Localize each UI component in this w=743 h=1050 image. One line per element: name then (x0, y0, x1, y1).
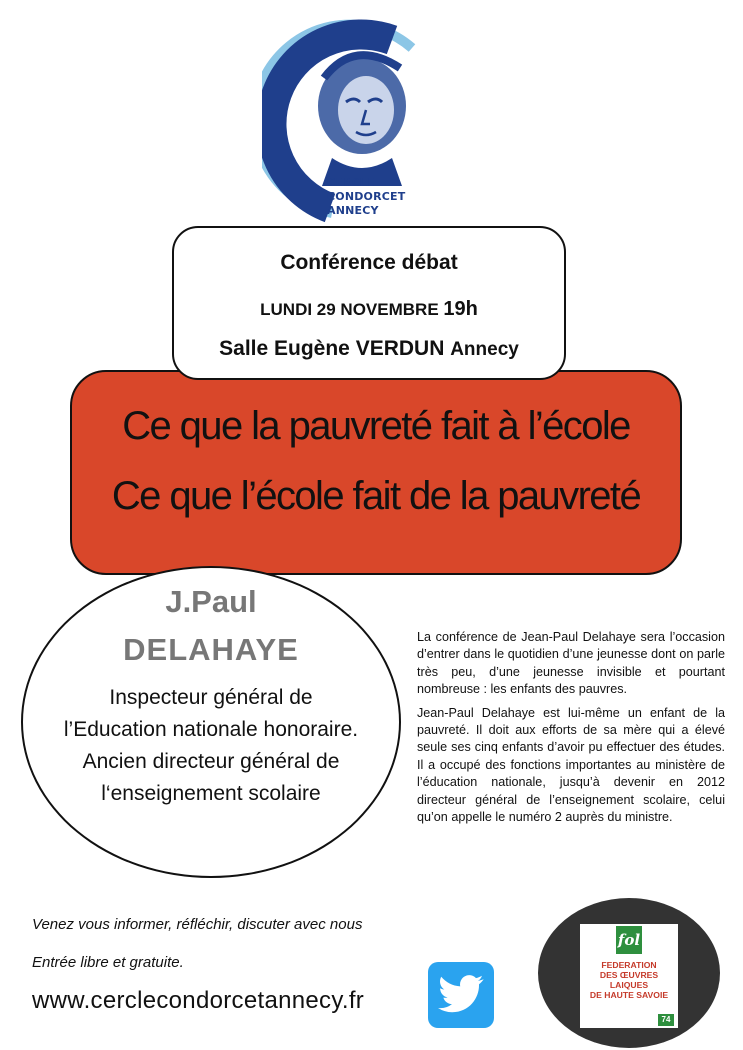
fol-federation-logo (538, 898, 720, 1048)
fol-card (580, 924, 678, 1028)
twitter-icon[interactable] (428, 962, 494, 1028)
speaker-first-name: J.Paul (165, 584, 257, 619)
event-date-text: LUNDI 29 NOVEMBRE (260, 300, 444, 319)
fol-mark: fol (616, 926, 642, 954)
event-time: 19h (443, 298, 478, 320)
event-venue-name: Salle Eugène VERDUN (219, 337, 451, 360)
invite-text: Venez vous informer, réfléchir, discuter avec nous (32, 916, 363, 933)
speaker-circle (21, 566, 401, 878)
event-type: Conférence débat (280, 251, 458, 274)
event-venue (174, 337, 564, 361)
logo-line-2: CONDORCET (327, 190, 406, 203)
website-link[interactable]: www.cerclecondorcetannecy.fr (32, 987, 365, 1014)
fol-line-3: LAIQUES (609, 980, 649, 990)
event-date (174, 298, 564, 321)
title-banner (70, 370, 682, 575)
fol-line-4: DE HAUTE SAVOIE (589, 990, 669, 1000)
logo-line-3: ANNECY (327, 204, 379, 217)
twitter-bird-icon (438, 974, 484, 1014)
speaker-description: Inspecteur général de l’Education nationale honoraire. Ancien directeur général de l‘enseignement scolaire (63, 686, 359, 805)
event-city: Annecy (450, 339, 519, 360)
portrait-icon (318, 55, 406, 186)
description-paragraph-1: La conférence de Jean-Paul Delahaye sera l’occasion d’entrer dans le quotidien d’une jeunesse dont on parle très peu, d’une jeunesse invisible et pourtant nombreuse : les enfants des pauvres. (417, 630, 725, 697)
entry-text: Entrée libre et gratuite. (32, 954, 184, 971)
title-line-2: Ce que l’école fait de la pauvreté (111, 474, 641, 518)
fol-text (580, 960, 678, 1000)
logo-line-1: CERCLE (327, 176, 375, 189)
fol-line-2: DES ŒUVRES (599, 970, 659, 980)
event-info-box (172, 226, 566, 380)
description-column (417, 629, 725, 832)
title-line-1: Ce que la pauvreté fait à l’école (122, 404, 630, 448)
fol-badge: 74 (658, 1014, 674, 1026)
description-paragraph-2: Jean-Paul Delahaye est lui-même un enfant de la pauvreté. Il doit aux efforts de sa mère qui a élevé seule ses cinq enfants d’avoir pu effectuer des études. Il a occupé des fonctions importantes au ministère de l’éducation nationale, jusqu’à devenir en 2012 directeur général de l’enseignement scolaire, celui qu’on appelle le numéro 2 auprès du ministre. (417, 705, 725, 825)
fol-line-1: FEDERATION (601, 960, 657, 970)
logo-text (327, 176, 467, 218)
speaker-last-name: DELAHAYE (123, 632, 299, 667)
